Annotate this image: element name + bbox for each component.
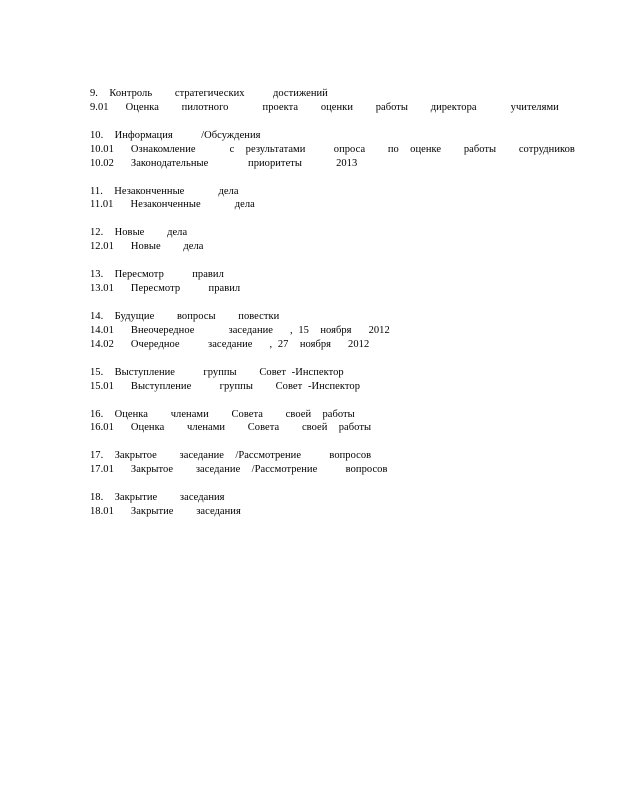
agenda-item: 10.02 Законодательные приоритеты 2013 [90, 157, 358, 169]
section-heading: 10. Информация /Обсуждения [90, 129, 261, 141]
agenda-section-10 [90, 129, 590, 171]
agenda-section-16 [90, 408, 590, 436]
section-heading: 13. Пересмотр правил [90, 269, 224, 281]
agenda-item: 17.01 Закрытое заседание /Рассмотрение вопросов [90, 464, 388, 476]
agenda-item: 18.01 Закрытие заседания [90, 506, 241, 518]
agenda-item: 14.01 Внеочередное заседание , 15 ноября 2012 [90, 324, 390, 336]
agenda-document [90, 87, 590, 533]
section-heading: 11. Незаконченные дела [90, 185, 239, 197]
agenda-section-13 [90, 268, 590, 296]
section-heading: 12. Новые дела [90, 227, 188, 239]
agenda-section-17 [90, 449, 590, 477]
agenda-section-18 [90, 491, 590, 519]
agenda-item: 13.01 Пересмотр правил [90, 283, 241, 295]
agenda-item: 12.01 Новые дела [90, 241, 204, 253]
agenda-section-15 [90, 366, 590, 394]
agenda-item: 14.02 Очередное заседание , 27 ноября 2012 [90, 338, 370, 350]
section-heading: 9. Контроль стратегических достижений [90, 88, 328, 99]
section-heading: 15. Выступление группы Совет -Инспектор [90, 366, 344, 378]
agenda-item: 10.01 Ознакомление с результатами опроса по оценке работы сотрудников [90, 143, 575, 155]
agenda-item: 9.01 Оценка пилотного проекта оценки работы директора учителями [90, 101, 559, 113]
agenda-section-12 [90, 226, 590, 254]
agenda-item: 11.01 Незаконченные дела [90, 199, 255, 211]
agenda-section-14 [90, 310, 590, 352]
agenda-item: 16.01 Оценка членами Совета своей работы [90, 422, 372, 434]
section-heading: 14. Будущие вопросы повестки [90, 310, 280, 322]
agenda-section-11 [90, 185, 590, 213]
agenda-section-9 [90, 87, 590, 115]
section-heading: 18. Закрытие заседания [90, 492, 225, 504]
section-heading: 17. Закрытое заседание /Рассмотрение вопросов [90, 450, 372, 462]
section-heading: 16. Оценка членами Совета своей работы [90, 408, 355, 420]
agenda-item: 15.01 Выступление группы Совет -Инспектор [90, 380, 360, 392]
